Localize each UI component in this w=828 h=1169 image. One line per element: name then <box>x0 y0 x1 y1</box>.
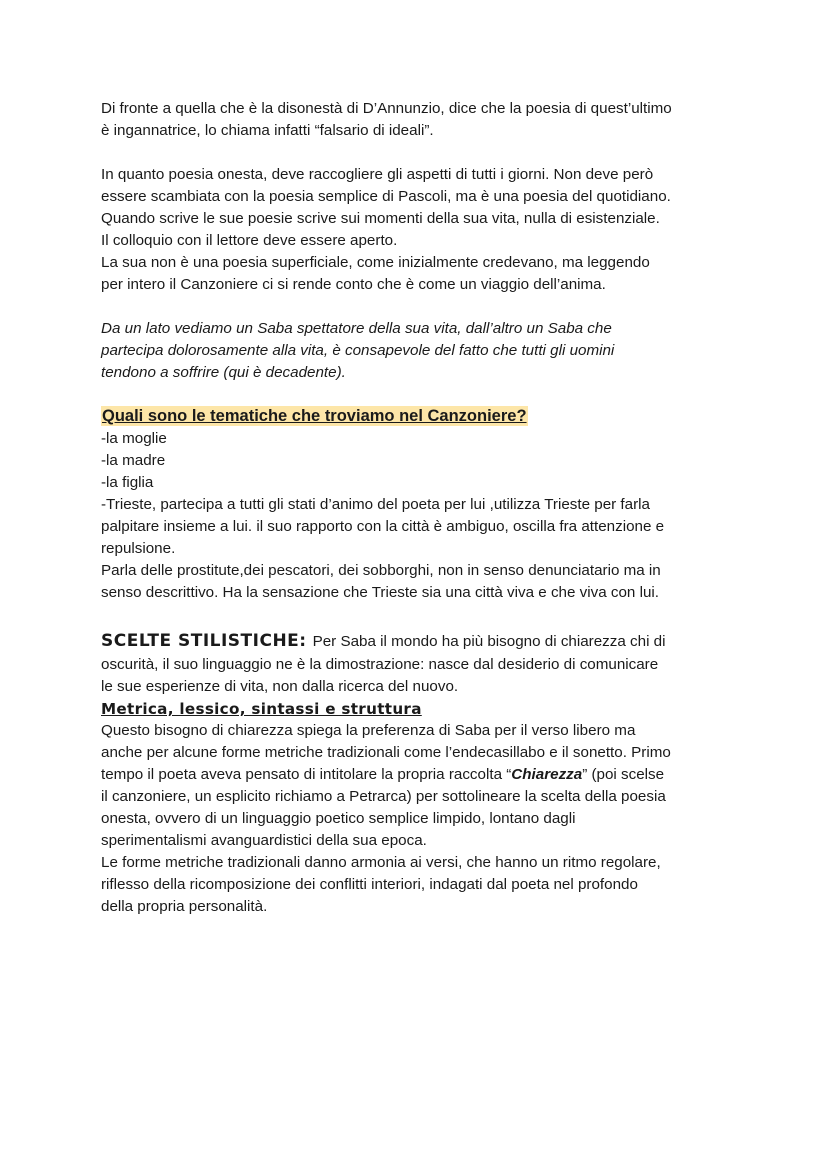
text-line: il canzoniere, un esplicito richiamo a Petrarca) per sottolineare la scelta della poesia <box>101 788 666 805</box>
text-line: palpitare insieme a lui. il suo rapporto con la città è ambiguo, oscilla fra attenzione e <box>101 518 665 535</box>
text-line: è ingannatrice, lo chiama infatti “falsario di ideali”. <box>101 122 434 139</box>
text-line: riflesso della ricomposizione dei conflitti interiori, indagati dal poeta nel profondo <box>101 876 638 893</box>
paragraph-poesia-onesta <box>101 164 741 296</box>
text-line: partecipa dolorosamente alla vita, è consapevole del fatto che tutti gli uomini <box>101 342 615 359</box>
text-line: le sue esperienze di vita, non dalla ricerca del nuovo. <box>101 678 459 695</box>
text-line: per intero il Canzoniere ci si rende conto che è come un viaggio dell’anima. <box>101 276 606 293</box>
heading-metrica: Metrica, lessico, sintassi e struttura <box>101 700 422 718</box>
text-line: La sua non è una poesia superficiale, come inizialmente credevano, ma leggendo <box>101 254 650 271</box>
text-line: della propria personalità. <box>101 898 268 915</box>
text-line: senso descrittivo. Ha la sensazione che Trieste sia una città viva e che viva con lui. <box>101 584 659 601</box>
text-line: Da un lato vediamo un Saba spettatore della sua vita, dall’altro un Saba che <box>101 320 612 337</box>
paragraph-dannunzio <box>101 98 741 142</box>
text-line: Il colloquio con il lettore deve essere aperto. <box>101 232 398 249</box>
heading-scelte-stilistiche: SCELTE STILISTICHE: <box>101 631 307 651</box>
text-line <box>101 764 741 786</box>
text-line: essere scambiata con la poesia semplice di Pascoli, ma è una poesia del quotidiano. <box>101 188 671 205</box>
text-line: tendono a soffrire (qui è decadente). <box>101 364 346 381</box>
text-line: Per Saba il mondo ha più bisogno di chiarezza chi di <box>312 633 666 650</box>
section-scelte-stilistiche <box>101 630 741 698</box>
text-line: In quanto poesia onesta, deve raccogliere gli aspetti di tutti i giorni. Non deve però <box>101 166 654 183</box>
section-metrica <box>101 698 741 918</box>
text-line: onesta, ovvero di un linguaggio poetico semplice limpido, lontano dagli <box>101 810 576 827</box>
list-item: -la figlia <box>101 474 154 491</box>
text-line: Questo bisogno di chiarezza spiega la preferenza di Saba per il verso libero ma <box>101 722 636 739</box>
text-line: repulsione. <box>101 540 176 557</box>
emphasis-chiarezza: Chiarezza <box>511 766 583 783</box>
text-segment: ” (poi scelse <box>582 766 665 783</box>
text-line: Di fronte a quella che è la disonestà di D’Annunzio, dice che la poesia di quest’ultimo <box>101 100 672 117</box>
heading-tematiche: Quali sono le tematiche che troviamo nel Canzoniere? <box>102 407 527 425</box>
text-line: oscurità, il suo linguaggio ne è la dimostrazione: nasce dal desiderio di comunicare <box>101 656 659 673</box>
section-tematiche <box>101 406 741 604</box>
document-page <box>101 98 741 918</box>
paragraph-saba-spettatore <box>101 318 741 384</box>
list-item: -la moglie <box>101 430 167 447</box>
text-segment: tempo il poeta aveva pensato di intitolare la propria raccolta “ <box>101 766 512 783</box>
text-line: Parla delle prostitute,dei pescatori, dei sobborghi, non in senso denunciatario ma in <box>101 562 661 579</box>
list-item: -Trieste, partecipa a tutti gli stati d’animo del poeta per lui ,utilizza Trieste per farla <box>101 496 650 513</box>
text-line: sperimentalismi avanguardistici della sua epoca. <box>101 832 427 849</box>
list-item: -la madre <box>101 452 166 469</box>
text-line: Le forme metriche tradizionali danno armonia ai versi, che hanno un ritmo regolare, <box>101 854 661 871</box>
text-line: Quando scrive le sue poesie scrive sui momenti della sua vita, nulla di esistenziale. <box>101 210 660 227</box>
text-line: anche per alcune forme metriche tradizionali come l’endecasillabo e il sonetto. Primo <box>101 744 671 761</box>
